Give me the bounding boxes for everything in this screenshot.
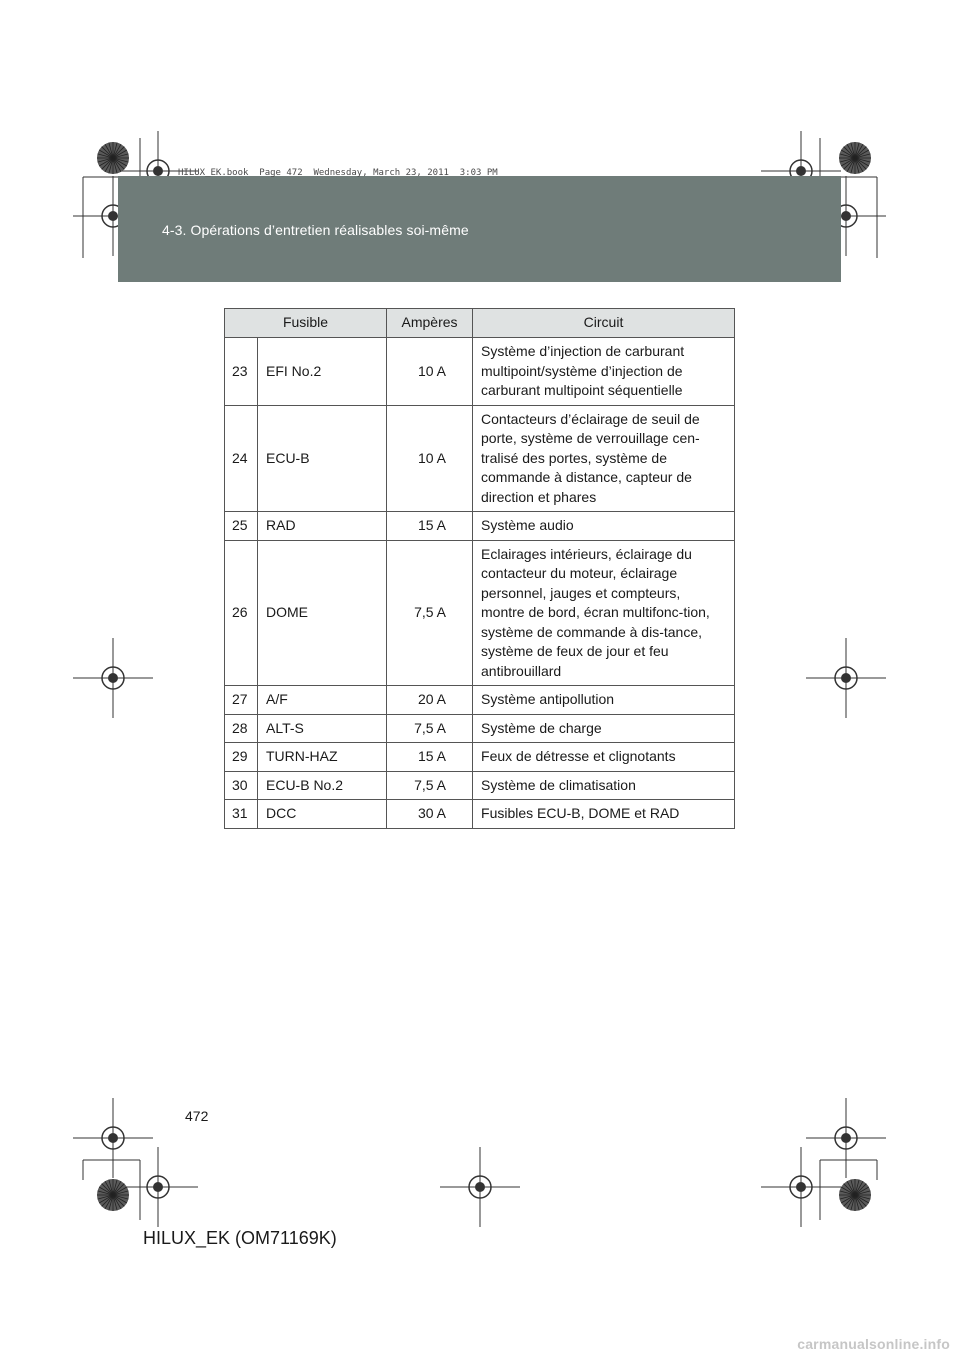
table-row (225, 686, 735, 715)
fuse-number: 29 (225, 743, 258, 772)
fuse-name: RAD (258, 512, 387, 541)
registration-target-icon (118, 1147, 198, 1227)
fuse-circuit: Système audio (473, 512, 735, 541)
table-row (225, 512, 735, 541)
fuse-amperage: 10 A (387, 405, 473, 512)
fuse-circuit: Feux de détresse et clignotants (473, 743, 735, 772)
fuse-name: TURN-HAZ (258, 743, 387, 772)
table-row (225, 771, 735, 800)
color-bar-dial-icon (97, 1179, 129, 1211)
fuse-circuit: Système de charge (473, 714, 735, 743)
registration-target-icon (761, 1147, 841, 1227)
fuse-circuit: Contacteurs d’éclairage de seuil de porte, système de verrouillage cen-tralisé des portes, système de commande à distance, capteur de direction et phares (473, 405, 735, 512)
table-row (225, 714, 735, 743)
fuse-number: 23 (225, 338, 258, 406)
registration-target-icon (73, 1098, 153, 1178)
table-row (225, 405, 735, 512)
fuse-amperage: 10 A (387, 338, 473, 406)
table-header-row (225, 309, 735, 338)
header-fusible: Fusible (225, 309, 387, 338)
print-stamp: HILUX_EK.book Page 472 Wednesday, March 23, 2011 3:03 PM (178, 168, 498, 178)
registration-target-icon (806, 638, 886, 718)
fuse-number: 25 (225, 512, 258, 541)
fuse-number: 31 (225, 800, 258, 829)
fuse-name: DOME (258, 540, 387, 686)
fuse-number: 27 (225, 686, 258, 715)
watermark: carmanualsonline.info (797, 1336, 950, 1352)
table-row (225, 743, 735, 772)
fuse-amperage: 7,5 A (387, 714, 473, 743)
color-bar-dial-icon (839, 1179, 871, 1211)
fuse-circuit: Système d’injection de carburant multipoint/système d’injection de carburant multipoint séquentielle (473, 338, 735, 406)
fuse-name: ECU-B No.2 (258, 771, 387, 800)
fuse-amperage: 30 A (387, 800, 473, 829)
fuse-number: 26 (225, 540, 258, 686)
section-title: 4-3. Opérations d’entretien réalisables soi-même (162, 222, 469, 238)
header-amperes: Ampères (387, 309, 473, 338)
fuse-circuit: Système de climatisation (473, 771, 735, 800)
fuse-name: ALT-S (258, 714, 387, 743)
fuse-amperage: 7,5 A (387, 540, 473, 686)
fuse-table (224, 308, 735, 829)
registration-target-icon (73, 638, 153, 718)
fuse-number: 24 (225, 405, 258, 512)
fuse-name: A/F (258, 686, 387, 715)
model-code: HILUX_EK (OM71169K) (143, 1228, 337, 1248)
table-row (225, 338, 735, 406)
fuse-amperage: 15 A (387, 512, 473, 541)
fuse-amperage: 15 A (387, 743, 473, 772)
fuse-amperage: 7,5 A (387, 771, 473, 800)
fuse-circuit: Eclairages intérieurs, éclairage du contacteur du moteur, éclairage personnel, jauges et compteurs, montre de bord, écran multifonc-tion, système de commande à dis-tance, système de feux de jour et feu antibrouillard (473, 540, 735, 686)
registration-target-icon (806, 1098, 886, 1178)
table-row (225, 540, 735, 686)
fuse-number: 28 (225, 714, 258, 743)
color-bar-dial-icon (97, 142, 129, 174)
page-number: 472 (185, 1108, 209, 1124)
fuse-circuit: Fusibles ECU-B, DOME et RAD (473, 800, 735, 829)
table-row (225, 800, 735, 829)
fuse-amperage: 20 A (387, 686, 473, 715)
header-circuit: Circuit (473, 309, 735, 338)
fuse-name: ECU-B (258, 405, 387, 512)
color-bar-dial-icon (839, 142, 871, 174)
fuse-name: DCC (258, 800, 387, 829)
fuse-circuit: Système antipollution (473, 686, 735, 715)
fuse-name: EFI No.2 (258, 338, 387, 406)
fuse-number: 30 (225, 771, 258, 800)
registration-target-icon (440, 1147, 520, 1227)
